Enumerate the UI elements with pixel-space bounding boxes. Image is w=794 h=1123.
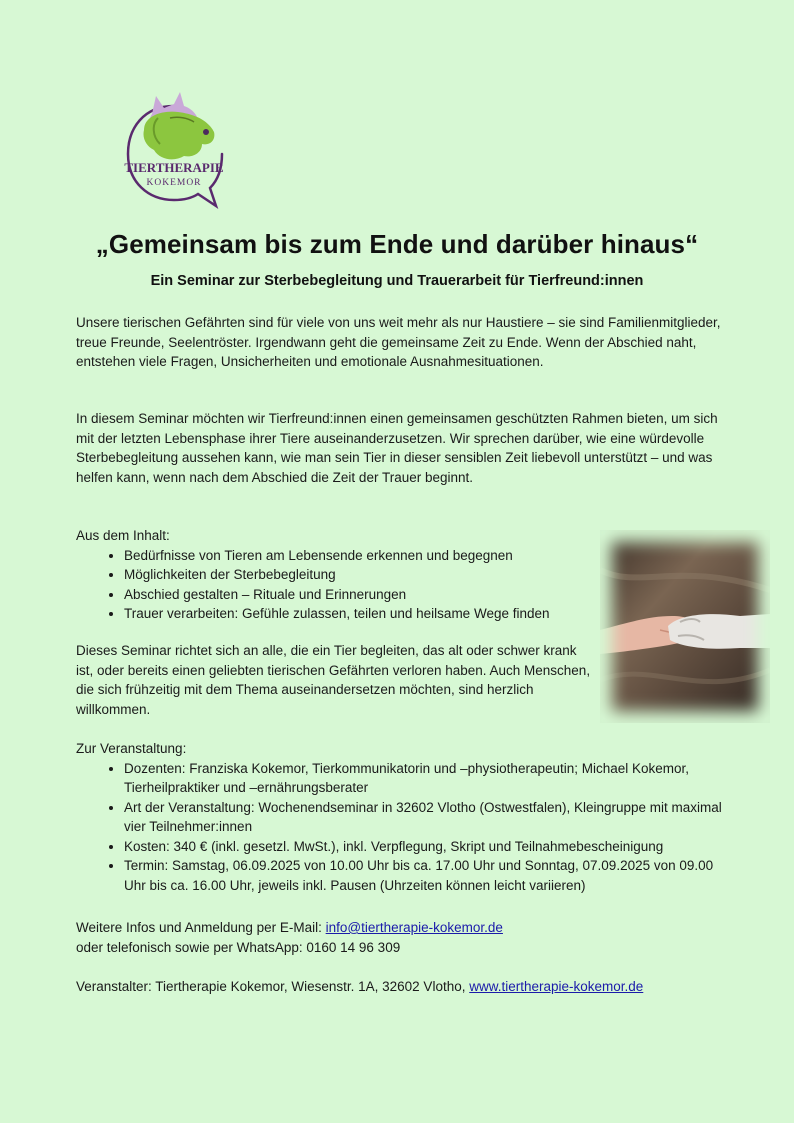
content-section — [76, 526, 596, 624]
contact-info — [76, 918, 736, 957]
contact-phone-line: oder telefonisch sowie per WhatsApp: 0160 14 96 309 — [76, 939, 401, 955]
list-item: • Kosten: 340 € (inkl. gesetzl. MwSt.), inkl. Verpflegung, Skript und Teilnahmebescheinigung — [124, 837, 736, 857]
logo-line2: KOKEMOR — [146, 178, 202, 188]
cat-and-dog-speech-bubble-logo-icon — [118, 88, 230, 212]
audience-paragraph: Dieses Seminar richtet sich an alle, die ein Tier begleiten, das alt oder schwer krank ist, oder bereits einen geliebten tierischen Gefährten verloren haben. Auch Menschen, die sich frühzeitig mit dem Thema auseinandersetzen möchten, sind herzlich willkommen. — [76, 643, 591, 717]
content-heading: Aus dem Inhalt: — [76, 528, 170, 543]
website-link[interactable]: www.tiertherapie-kokemor.de — [469, 979, 644, 994]
contact-email-line — [76, 918, 736, 938]
list-item: • Dozenten: Franziska Kokemor, Tierkommunikatorin und –physiotherapeutin; Michael Kokemor, Tierheilpraktiker und –ernährungsberater — [124, 759, 736, 798]
list-item: • Termin: Samstag, 06.09.2025 von 10.00 Uhr bis ca. 17.00 Uhr und Sonntag, 07.09.2025 von 09.00 Uhr bis ca. 16.00 Uhr, jeweils inkl. Pausen (Uhrzeiten können leicht variieren) — [124, 856, 736, 895]
event-details-list — [76, 759, 736, 896]
page-title: „Gemeinsam bis zum Ende und darüber hinaus“ — [95, 229, 699, 259]
intro-paragraph-1: Unsere tierischen Gefährten sind für viele von uns weit mehr als nur Haustiere – sie sind Familienmitglieder, treue Freunde, Seelentröster. Irgendwann geht die gemeinsame Zeit zu Ende. Wenn der Abschied naht, entstehen viele Fragen, Unsicherheiten und emotionale Ausnahmesituationen. — [76, 315, 721, 369]
event-details-section — [76, 739, 736, 895]
list-item: • Art der Veranstaltung: Wochenendseminar in 32602 Vlotho (Ostwestfalen), Kleingruppe mit maximal vier Teilnehmer:innen — [124, 798, 736, 837]
list-item: • Trauer verarbeiten: Gefühle zulassen, teilen und heilsame Wege finden — [124, 604, 596, 624]
list-item: • Bedürfnisse von Tieren am Lebensende erkennen und begegnen — [124, 546, 596, 566]
intro-paragraph-2: In diesem Seminar möchten wir Tierfreund:innen einen gemeinsamen geschützten Rahmen bieten, um sich mit der letzten Lebensphase ihrer Tiere auseinanderzusetzen. Wir sprechen darüber, wie eine würdevolle Sterbebegleitung aussehen kann, wie man sein Tier in dieser sensiblen Zeit liebevoll unterstützt – und was helfen kann, wenn nach dem Abschied die Zeit der Trauer beginnt. — [76, 411, 718, 485]
content-list — [76, 546, 596, 624]
logo — [118, 88, 230, 212]
list-item: • Möglichkeiten der Sterbebegleitung — [124, 565, 596, 585]
organizer-prefix: Veranstalter: Tiertherapie Kokemor, Wiesenstr. 1A, 32602 Vlotho, — [76, 979, 470, 994]
event-details-heading: Zur Veranstaltung: — [76, 741, 187, 756]
list-item: • Abschied gestalten – Rituale und Erinnerungen — [124, 585, 596, 605]
contact-prefix: Weitere Infos und Anmeldung per E-Mail: — [76, 920, 326, 935]
hand-and-paw-photo — [600, 530, 770, 723]
organizer-info — [76, 977, 736, 997]
logo-line1: TIERTHERAPIE — [124, 160, 224, 175]
page-subtitle: Ein Seminar zur Sterbebegleitung und Trauerarbeit für Tierfreund:innen — [150, 273, 644, 289]
email-link[interactable]: info@tiertherapie-kokemor.de — [325, 920, 503, 935]
